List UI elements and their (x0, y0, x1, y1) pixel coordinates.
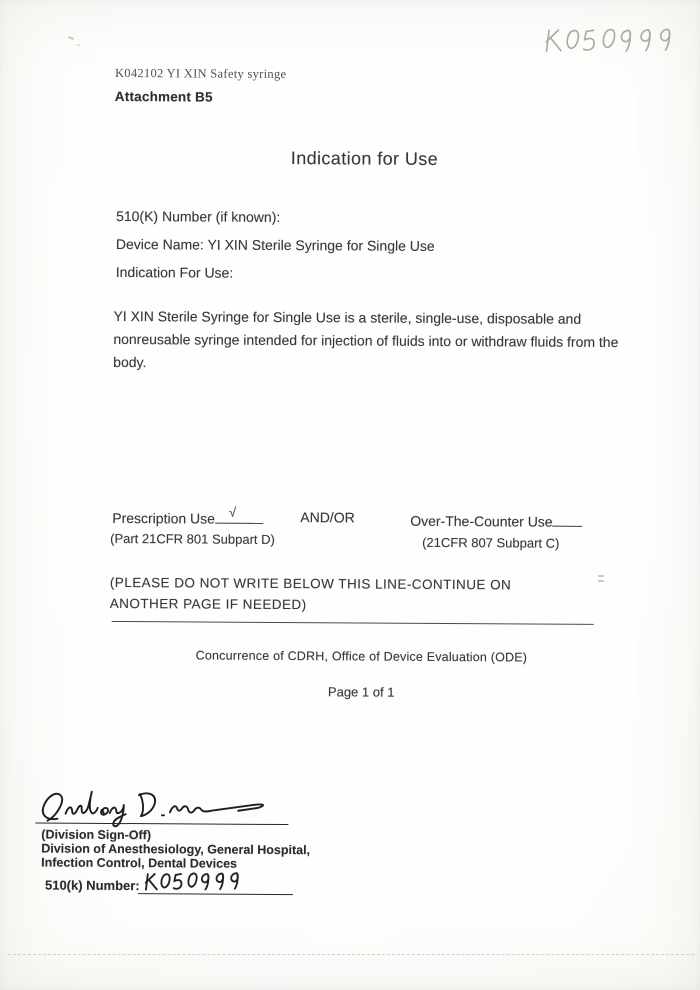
concurrence-line: Concurrence of CDRH, Office of Device Evaluation (ODE) (195, 648, 528, 665)
scan-speck-artifact (598, 575, 604, 577)
attachment-label: Attachment B5 (114, 88, 213, 105)
otc-cfr-note: (21CFR 807 Subpart C) (422, 534, 560, 551)
prescription-use-line (112, 504, 263, 527)
page-number: Page 1 of 1 (327, 684, 395, 700)
do-not-write-separator-line (112, 621, 594, 625)
page-title: Indication for Use (290, 148, 439, 169)
document-header-line: K042102 YI XIN Safety syringe (114, 65, 287, 82)
scan-speck-artifact (77, 44, 80, 46)
otc-use-line (410, 511, 582, 530)
prescription-use-label: Prescription Use (112, 509, 216, 527)
prescription-use-blank (215, 504, 263, 524)
prescription-checkmark: √ (228, 504, 237, 520)
handwritten-k-number-value (141, 864, 254, 897)
page-edge-artifact-line (8, 954, 694, 955)
division-signoff-label: (Division Sign-Off) (41, 827, 152, 843)
indication-for-use-label: Indication For Use: (115, 263, 234, 281)
device-name-line: Device Name: YI XIN Sterile Syringe for Single Use (115, 235, 435, 254)
otc-use-blank (553, 512, 583, 527)
and-or-label: AND/OR (300, 509, 355, 526)
prescription-cfr-note: (Part 21CFR 801 Subpart D) (110, 530, 275, 547)
scan-speck-artifact (598, 580, 604, 582)
k-number-field-label: 510(K) Number (if known): (116, 207, 281, 225)
otc-use-label: Over-The-Counter Use (410, 512, 553, 530)
bottom-k-number-label: 510(k) Number: (44, 877, 140, 894)
division-line-2: Infection Control, Dental Devices (41, 855, 238, 871)
indication-statement: YI XIN Sterile Syringe for Single Use is a sterile, single-use, disposable and nonreusable syringe intended for injection of fluids into or withdraw fluids from the body. (113, 307, 619, 371)
do-not-write-notice: (PLEASE DO NOT WRITE BELOW THIS LINE-CONTINUE ON ANOTHER PAGE IF NEEDED) (109, 574, 512, 613)
division-line-1: Division of Anesthesiology, General Hospital, (41, 841, 311, 858)
